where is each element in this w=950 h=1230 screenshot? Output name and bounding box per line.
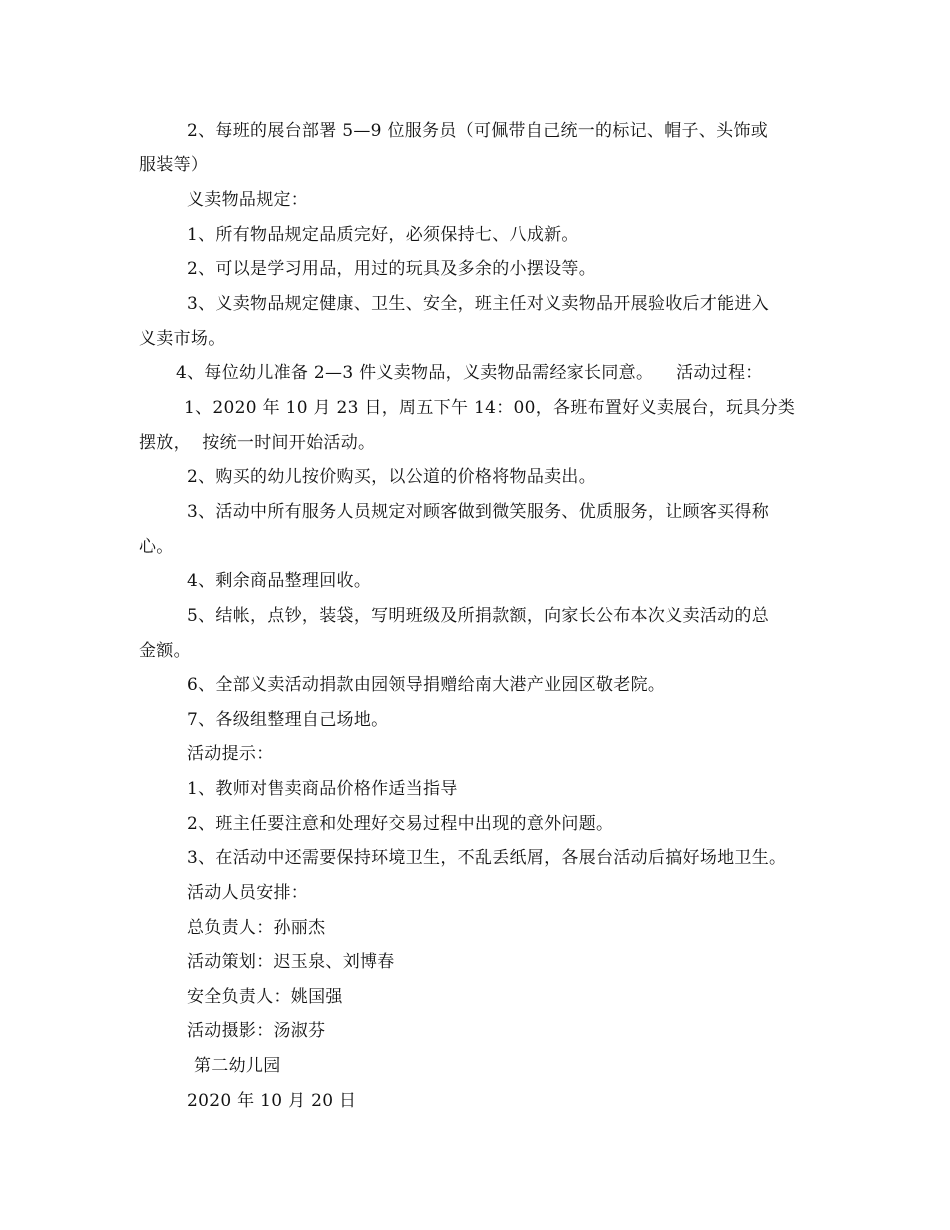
paragraph-staff-line-2: 服装等） <box>139 155 209 175</box>
staff-planning: 活动策划：迟玉泉、刘博春 <box>187 952 395 972</box>
heading-staff-arrangement: 活动人员安排： <box>187 883 309 903</box>
staff-general-lead: 总负责人：孙丽杰 <box>187 918 326 938</box>
process-step-1-line-2: 摆放， 按统一时间开始活动。 <box>139 433 376 453</box>
tip-2: 2、班主任要注意和处理好交易过程中出现的意外问题。 <box>187 814 614 834</box>
signature-kindergarten: 第二幼儿园 <box>194 1056 281 1076</box>
process-step-2: 2、购买的幼儿按价购买，以公道的价格将物品卖出。 <box>187 467 597 487</box>
tip-1: 1、教师对售卖商品价格作适当指导 <box>187 779 458 799</box>
items-rule-4-and-process-heading: 4、每位幼儿准备 2—3 件义卖物品，义卖物品需经家长同意。 活动过程： <box>176 363 763 383</box>
process-step-7: 7、各级组整理自己场地。 <box>187 710 389 730</box>
items-rule-3-line-1: 3、义卖物品规定健康、卫生、安全，班主任对义卖物品开展验收后才能进入 <box>187 294 770 314</box>
process-step-3-line-1: 3、活动中所有服务人员规定对顾客做到微笑服务、优质服务，让顾客买得称 <box>187 502 770 522</box>
heading-items-rules: 义卖物品规定： <box>187 190 309 210</box>
items-rule-2: 2、可以是学习用品，用过的玩具及多余的小摆设等。 <box>187 259 597 279</box>
process-step-5-line-2: 金额。 <box>139 641 191 661</box>
process-step-4: 4、剩余商品整理回收。 <box>187 571 372 591</box>
process-step-5-line-1: 5、结帐，点钞，装袋，写明班级及所捐款额，向家长公布本次义卖活动的总 <box>187 606 770 626</box>
items-rule-1: 1、所有物品规定品质完好，必须保持七、八成新。 <box>187 225 579 245</box>
paragraph-staff-line-1: 2、每班的展台部署 5—9 位服务员（可佩带自己统一的标记、帽子、头饰或 <box>187 121 769 141</box>
process-step-6: 6、全部义卖活动捐款由园领导捐赠给南大港产业园区敬老院。 <box>187 675 666 695</box>
staff-photography: 活动摄影：汤淑芬 <box>187 1021 326 1041</box>
items-rule-3-line-2: 义卖市场。 <box>139 329 226 349</box>
tip-3: 3、在活动中还需要保持环境卫生，不乱丢纸屑，各展台活动后搞好场地卫生。 <box>187 848 787 868</box>
staff-safety-lead: 安全负责人：姚国强 <box>187 987 343 1007</box>
signature-date: 2020 年 10 月 20 日 <box>187 1091 357 1111</box>
process-step-1-line-1: 1、2020 年 10 月 23 日，周五下午 14：00，各班布置好义卖展台，玩具分类 <box>184 398 796 418</box>
process-step-3-line-2: 心。 <box>139 537 174 557</box>
heading-activity-tips: 活动提示： <box>187 744 274 764</box>
